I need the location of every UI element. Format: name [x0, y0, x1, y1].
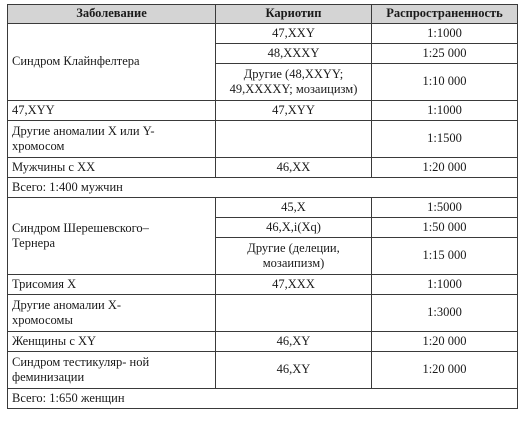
klinefelter-freq-1: 1:1000 — [372, 24, 518, 44]
total-women: Всего: 1:650 женщин — [8, 389, 518, 409]
testicular-karyotype: 46,XY — [216, 352, 372, 389]
klinefelter-karyotype-3: Другие (48,XXYY; 49,XXXXY; мозаицизм) — [216, 64, 372, 101]
women-xy-name: Женщины с XY — [8, 332, 216, 352]
xyy-name: 47,XYY — [8, 101, 216, 121]
other-xy-freq: 1:1500 — [372, 121, 518, 158]
turner-name — [8, 198, 216, 275]
table-row — [8, 101, 518, 121]
header-row — [8, 5, 518, 24]
testicular-freq: 1:20 000 — [372, 352, 518, 389]
other-xy-name-text: Другие аномалии X или Y-хромосом — [12, 123, 155, 153]
table-row — [8, 198, 518, 218]
klinefelter-freq-3: 1:10 000 — [372, 64, 518, 101]
other-x-freq: 1:3000 — [372, 295, 518, 332]
table-row — [8, 158, 518, 178]
trisomy-freq: 1:1000 — [372, 275, 518, 295]
table-row — [8, 332, 518, 352]
trisomy-karyotype: 47,XXX — [216, 275, 372, 295]
turner-freq-3: 1:15 000 — [372, 238, 518, 275]
other-x-karyotype — [216, 295, 372, 332]
other-x-name-text: Другие аномалии X-хромосомы — [12, 297, 122, 327]
other-x-name — [8, 295, 216, 332]
turner-karyotype-3 — [216, 238, 372, 275]
table-row — [8, 295, 518, 332]
klinefelter-karyotype-2: 48,XXXY — [216, 44, 372, 64]
table-row — [8, 178, 518, 198]
klinefelter-name — [8, 24, 216, 101]
klinefelter-karyotype-1: 47,XXY — [216, 24, 372, 44]
header-prevalence: Распространенность — [372, 5, 518, 24]
women-xy-freq: 1:20 000 — [372, 332, 518, 352]
klinefelter-freq-2: 1:25 000 — [372, 44, 518, 64]
xyy-karyotype: 47,XYY — [216, 101, 372, 121]
other-xy-karyotype — [216, 121, 372, 158]
women-xy-karyotype: 46,XY — [216, 332, 372, 352]
men-xx-karyotype: 46,XX — [216, 158, 372, 178]
testicular-name-text: Синдром тестикуляр- ной феминизации — [12, 354, 150, 384]
header-karyotype: Кариотип — [216, 5, 372, 24]
table-row — [8, 24, 518, 44]
other-xy-name — [8, 121, 216, 158]
klinefelter-name-text: Синдром Клайнфелтера — [12, 54, 140, 69]
men-xx-name: Мужчины с XX — [8, 158, 216, 178]
total-men: Всего: 1:400 мужчин — [8, 178, 518, 198]
table-row — [8, 352, 518, 389]
table-row — [8, 275, 518, 295]
header-disease: Заболевание — [8, 5, 216, 24]
turner-freq-1: 1:5000 — [372, 198, 518, 218]
turner-karyotype-2: 46,X,i(Xq) — [216, 218, 372, 238]
table-row — [8, 389, 518, 409]
xyy-freq: 1:1000 — [372, 101, 518, 121]
testicular-name — [8, 352, 216, 389]
men-xx-freq: 1:20 000 — [372, 158, 518, 178]
karyotype-table-document — [7, 4, 518, 409]
turner-karyotype-3-text: Другие (делеции, мозаипизм) — [247, 240, 340, 270]
trisomy-name: Трисомия X — [8, 275, 216, 295]
karyotype-table — [7, 4, 518, 409]
table-row — [8, 121, 518, 158]
turner-karyotype-1: 45,X — [216, 198, 372, 218]
turner-name-text: Синдром Шерешевского–Тернера — [12, 220, 149, 250]
turner-freq-2: 1:50 000 — [372, 218, 518, 238]
